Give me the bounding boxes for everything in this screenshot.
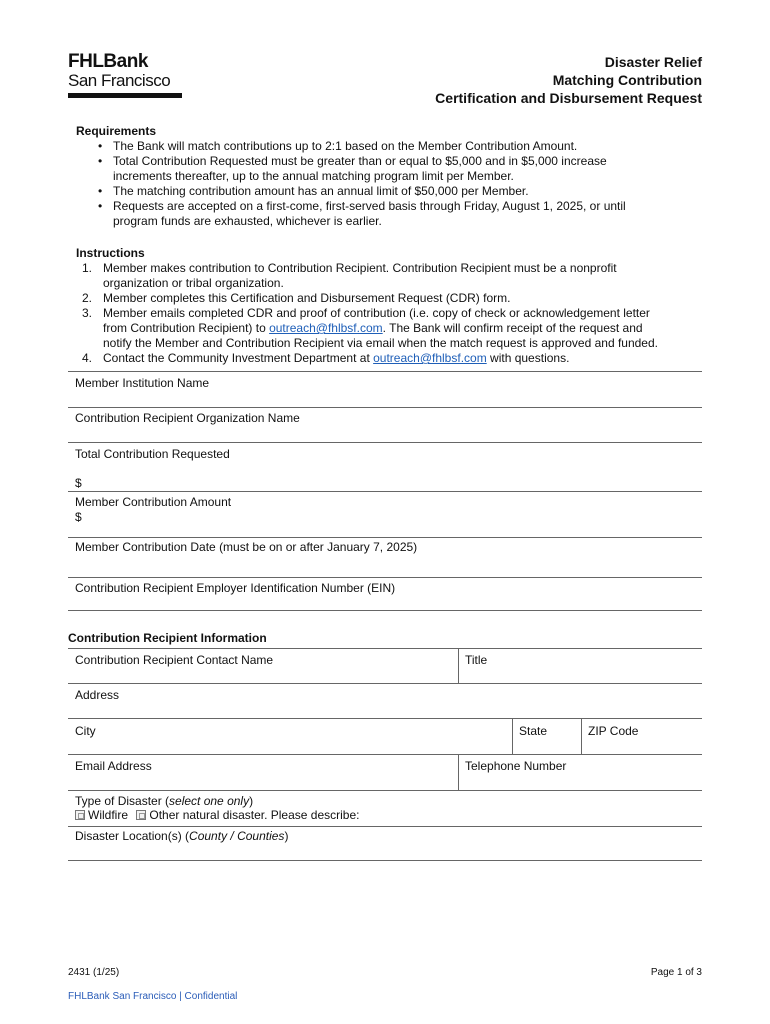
recipient-org-field[interactable]: Contribution Recipient Organization Name <box>68 411 702 443</box>
title-field[interactable]: Title <box>465 653 488 667</box>
contribution-date-field[interactable]: Member Contribution Date (must be on or after January 7, 2025) <box>68 540 702 578</box>
email-field[interactable]: Email Address <box>75 759 152 773</box>
page-number: Page 1 of 3 <box>650 967 702 978</box>
instructions-section <box>76 246 706 366</box>
requirement-item: • Requests are accepted on a first-come, first-served basis through Friday, August 1, 2025, or until program funds are exhausted, whichever is earlier. <box>98 199 706 229</box>
logo-line-2: San Francisco <box>68 71 171 90</box>
instruction-item: 2. Member completes this Certification and Disbursement Request (CDR) form. <box>82 291 511 305</box>
fhlbank-logo <box>68 52 184 98</box>
contact-name-field[interactable]: Contribution Recipient Contact Name <box>75 653 274 667</box>
requirement-item: • Total Contribution Requested must be greater than or equal to $5,000 and in $5,000 increase increments thereafter, up to the annual matching program limit per Member. <box>98 154 706 184</box>
city-field[interactable]: City <box>75 724 96 738</box>
total-requested-dollar: $ <box>75 476 82 490</box>
logo-line-1: FHLBank <box>68 51 148 72</box>
instructions-heading: Instructions <box>76 246 145 260</box>
telephone-field[interactable]: Telephone Number <box>465 759 567 773</box>
wildfire-label: Wildfire <box>88 808 129 822</box>
instruction-item: 3. Member emails completed CDR and proof of contribution (i.e. copy of check or acknowledgement letter from Contribution Recipient) to outreach@fhlbsf.com. The Bank will confirm receipt of the request and notify the Member and Contribution Recipient via email when the match request is approved and funded. <box>82 306 658 350</box>
other-disaster-checkbox[interactable] <box>136 810 146 820</box>
state-field[interactable]: State <box>519 724 548 738</box>
member-amount-field[interactable]: Member Contribution Amount $ <box>68 495 702 538</box>
requirement-item: • The matching contribution amount has an annual limit of $50,000 per Member. <box>98 184 706 199</box>
divider <box>512 719 513 755</box>
requirements-heading: Requirements <box>76 124 157 138</box>
divider <box>581 719 582 755</box>
recipient-info-heading: Contribution Recipient Information <box>68 631 267 645</box>
member-institution-field[interactable]: Member Institution Name <box>68 376 702 408</box>
ein-field[interactable]: Contribution Recipient Employer Identification Number (EIN) <box>68 581 702 611</box>
requirements-section <box>76 124 706 229</box>
zip-field[interactable]: ZIP Code <box>588 724 639 738</box>
requirement-item: • The Bank will match contributions up to 2:1 based on the Member Contribution Amount. <box>98 139 706 154</box>
outreach-email-link-2[interactable]: outreach@fhlbsf.com <box>373 351 487 365</box>
total-requested-field[interactable]: Total Contribution Requested $ <box>68 447 702 492</box>
instruction-item: 4. Contact the Community Investment Department at outreach@fhlbsf.com with questions. <box>82 351 570 365</box>
divider <box>458 755 459 791</box>
form-top-line <box>68 371 702 372</box>
title-line-3: Certification and Disbursement Request <box>435 90 702 106</box>
member-amount-dollar: $ <box>75 510 82 524</box>
address-field[interactable]: Address <box>68 684 702 719</box>
disaster-location-field[interactable]: Disaster Location(s) (County / Counties) <box>68 827 702 861</box>
other-disaster-label: Other natural disaster. Please describe: <box>149 808 360 822</box>
instruction-item: 1. Member makes contribution to Contribution Recipient. Contribution Recipient must be a nonprofit organization or tribal organization. <box>82 261 617 290</box>
title-line-1: Disaster Relief <box>604 54 702 70</box>
wildfire-checkbox[interactable] <box>75 810 85 820</box>
logo-bar <box>68 93 182 98</box>
disaster-options <box>75 808 695 823</box>
confidential-footer: FHLBank San Francisco | Confidential <box>68 991 238 1002</box>
disaster-type-label: Type of Disaster (select one only) <box>75 794 254 808</box>
title-line-2: Matching Contribution <box>552 72 702 88</box>
form-number: 2431 (1/25) <box>68 967 120 978</box>
document-title <box>435 53 702 107</box>
outreach-email-link[interactable]: outreach@fhlbsf.com <box>269 321 383 335</box>
divider <box>458 649 459 684</box>
